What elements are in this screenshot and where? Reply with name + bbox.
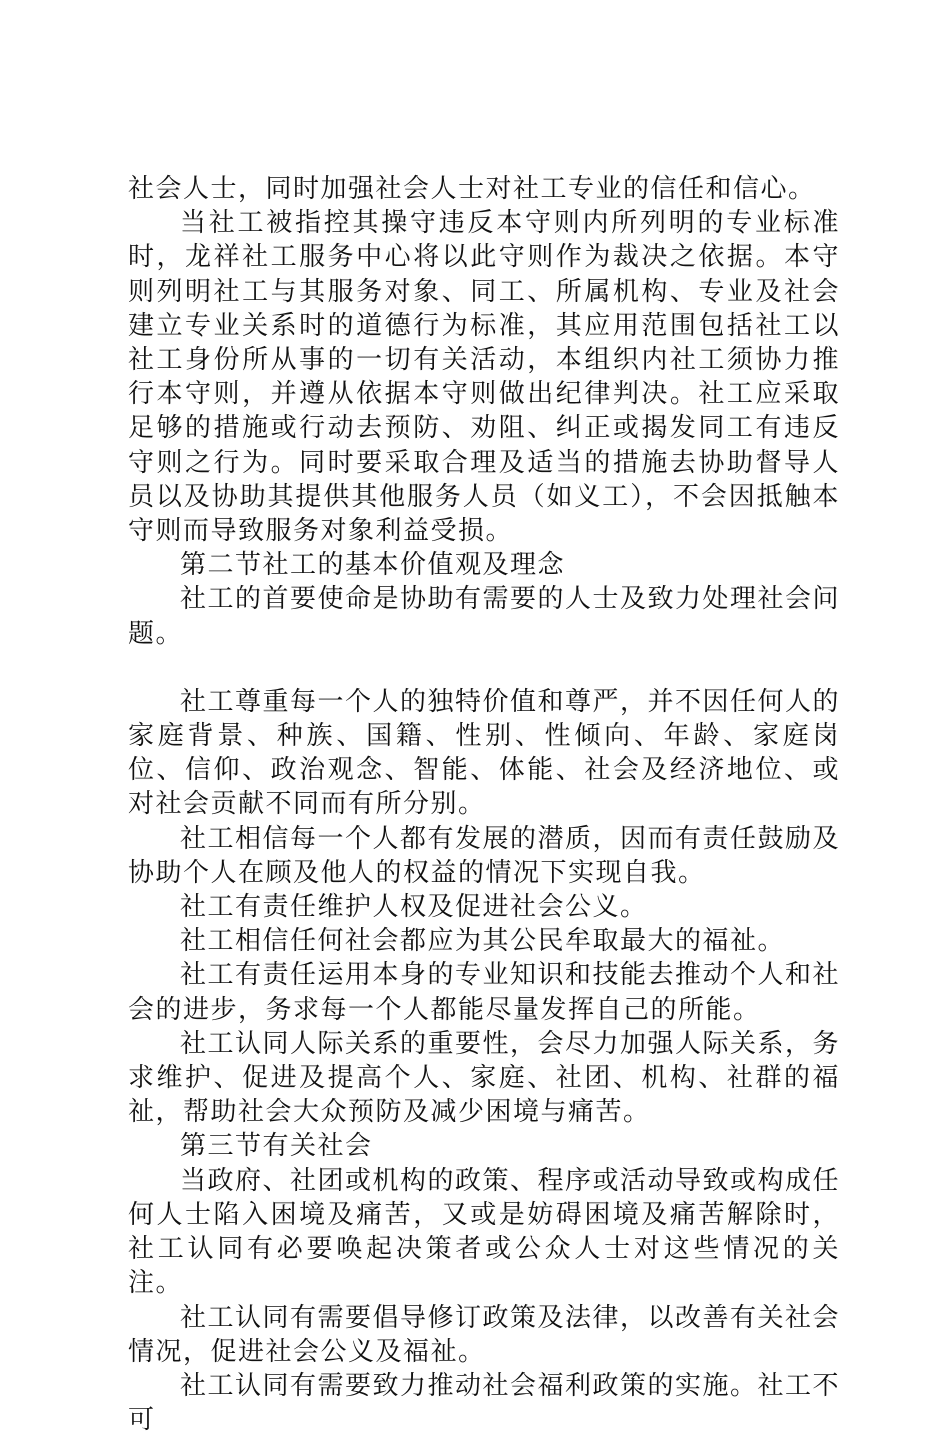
paragraph-potential: 社工相信每一个人都有发展的潜质，因而有责任鼓励及协助个人在顾及他人的权益的情况下实现自我。 [128, 823, 841, 888]
paragraph-policy-concern: 当政府、社团或机构的政策、程序或活动导致或构成任何人士陷入困境及痛苦，又或是妨碍困境及痛苦解除时，社工认同有必要唤起决策者或公众人士对这些情况的关注。 [128, 1165, 841, 1299]
paragraph-primary-mission: 社工的首要使命是协助有需要的人士及致力处理社会问题。 [128, 584, 841, 649]
section-heading-3: 第三节有关社会 [180, 1131, 373, 1162]
document-body [128, 172, 840, 1437]
paragraph-human-rights: 社工有责任维护人权及促进社会公义。 [180, 892, 648, 923]
paragraph-respect-dignity: 社工尊重每一个人的独特价值和尊严，并不因任何人的家庭背景、种族、国籍、性别、性倾向、年龄、家庭岗位、信仰、政治观念、智能、体能、社会及经济地位、或对社会贡献不同而有所分别。 [128, 686, 841, 820]
paragraph-relationships: 社工认同人际关系的重要性，会尽力加强人际关系，务求维护、促进及提高个人、家庭、社团、机构、社群的福祉，帮助社会大众预防及减少困境与痛苦。 [128, 1028, 841, 1128]
paragraph-welfare: 社工相信任何社会都应为其公民牟取最大的福祉。 [180, 926, 786, 957]
paragraph-advocacy: 社工认同有需要倡导修订政策及法律，以改善有关社会情况，促进社会公义及福祉。 [128, 1302, 841, 1367]
paragraph-code-application: 当社工被指控其操守违反本守则内所列明的专业标准时，龙祥社工服务中心将以此守则作为裁决之依据。本守则列明社工与其服务对象、同工、所属机构、专业及社会建立专业关系时的道德行为标准，其应用范围包括社工以社工身份所从事的一切有关活动，本组织内社工须协力推行本守则，并遵从依据本守则做出纪律判决。社工应采取足够的措施或行动去预防、劝阻、纠正或揭发同工有违反守则之行为。同时要采取合理及适当的措施去协助督导人员以及协助其提供其他服务人员（如义工），不会因抵触本守则而导致服务对象利益受损。 [128, 208, 840, 547]
section-heading-2: 第二节社工的基本价值观及理念 [180, 550, 566, 581]
blank-line [128, 651, 840, 685]
paragraph-welfare-policy: 社工认同有需要致力推动社会福利政策的实施。社工不可 [128, 1370, 841, 1436]
paragraph-continuation: 社会人士，同时加强社会人士对社工专业的信任和信心。 [128, 174, 816, 204]
paragraph-knowledge-skills: 社工有责任运用本身的专业知识和技能去推动个人和社会的进步，务求每一个人都能尽量发挥自己的所能。 [128, 960, 841, 1025]
